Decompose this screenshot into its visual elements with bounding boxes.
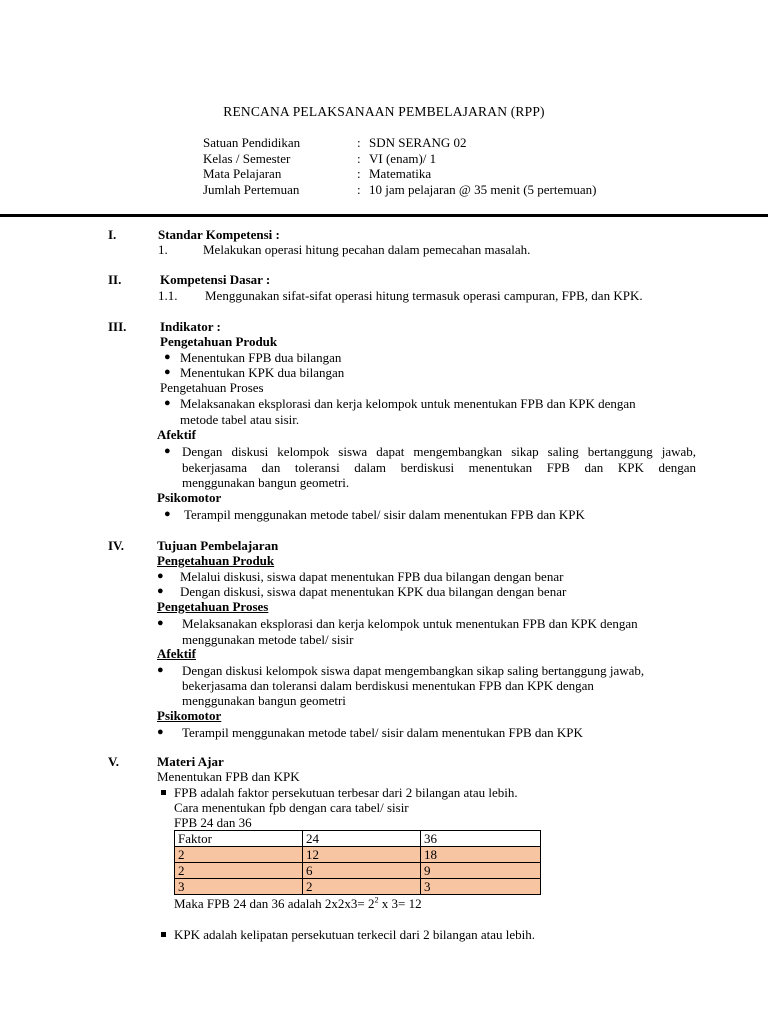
method-text: Cara menentukan fpb dengan cara tabel/ sisir [174,800,409,815]
subheading: Afektif [157,427,196,442]
bullet-icon: ● [157,664,164,676]
square-bullet-icon [161,790,166,795]
table-cell: 18 [421,847,541,863]
header-divider [0,214,768,217]
list-number: 1.1. [158,288,178,303]
table-cell: 2 [303,879,421,895]
list-item-text: Melakukan operasi hitung pecahan dalam pemecahan masalah. [203,242,531,257]
table-row [175,879,541,895]
section-number: I. [108,227,117,242]
identity-colon: : [357,135,361,150]
list-item-text: Dengan diskusi, siswa dapat menentukan KPK dua bilangan dengan benar [180,584,567,599]
bullet-icon: ● [164,366,171,378]
example-text: FPB 24 dan 36 [174,815,252,830]
table-cell: 3 [175,879,303,895]
subheading: Pengetahuan Produk [160,334,278,349]
identity-value: Matematika [369,166,432,181]
table-header-cell: 24 [303,831,421,847]
fpb-result-exponent: 2 [374,895,379,905]
identity-value: VI (enam)/ 1 [369,150,437,166]
subheading: Pengetahuan Proses [160,380,264,395]
fpb-result-prefix: Maka FPB 24 dan 36 adalah 2x2x3= 2 [174,896,375,911]
bullet-icon: ● [157,617,164,629]
identity-label: Kelas / Semester [203,150,291,166]
bullet-icon: ● [164,508,171,520]
bullet-icon: ● [157,570,164,582]
section-number: IV. [108,538,125,553]
list-item-text: Menggunakan sifat-sifat operasi hitung termasuk operasi campuran, FPB, dan KPK. [205,288,643,303]
list-item-text: Dengan diskusi kelompok siswa dapat mengembangkan sikap saling bertanggung jawab, [182,663,645,678]
table-row [175,863,541,879]
list-item-text: Melalui diskusi, siswa dapat menentukan FPB dua bilangan dengan benar [180,569,564,584]
table-cell: 9 [421,863,541,879]
table-cell: 6 [303,863,421,879]
document-title: RENCANA PELAKSANAAN PEMBELAJARAN (RPP) [223,104,545,119]
list-item-text: Melaksanakan eksplorasi dan kerja kelompok untuk menentukan FPB dan KPK dengan [180,396,636,411]
bullet-icon: ● [164,445,171,457]
paragraph-line: Dengan diskusi kelompok siswa dapat mengembangkan sikap saling bertanggung jawab, [182,444,696,459]
list-item-text: Menentukan KPK dua bilangan [180,365,345,380]
subheading: Psikomotor [157,708,222,723]
table-header-row [175,831,541,847]
list-item-text: metode tabel atau sisir. [180,412,300,427]
subheading: Pengetahuan Produk [157,553,275,568]
fpb-result-suffix: x 3= 12 [378,896,422,911]
bullet-icon: ● [164,397,171,409]
section-number: II. [108,272,122,287]
table-cell: 2 [175,847,303,863]
section-heading: Tujuan Pembelajaran [157,538,279,553]
list-item-text: bekerjasama dan toleransi dalam berdiskusi menentukan FPB dan KPK dengan [182,678,594,693]
fpb-table [174,830,541,895]
list-item-text: Terampil menggunakan metode tabel/ sisir dalam menentukan FPB dan KPK [184,507,585,522]
list-item-text: menggunakan bangun geometri [182,693,346,708]
table-cell: 3 [421,879,541,895]
list-item-text: Terampil menggunakan metode tabel/ sisir dalam menentukan FPB dan KPK [182,725,583,740]
list-item-text: Menentukan FPB dua bilangan [180,350,342,365]
table-cell: 12 [303,847,421,863]
subheading: Pengetahuan Proses [157,599,269,614]
section-heading: Standar Kompetensi : [158,227,280,242]
identity-label: Mata Pelajaran [203,166,282,181]
identity-value: SDN SERANG 02 [369,135,467,150]
table-header-cell: 36 [421,831,541,847]
square-bullet-icon [161,932,166,937]
subheading: Menentukan FPB dan KPK [157,769,300,784]
subheading: Afektif [157,646,196,661]
section-number: III. [108,319,127,334]
paragraph-line: menggunakan bangun geometri. [182,475,350,490]
identity-colon: : [357,166,361,181]
list-item-text: Melaksanakan eksplorasi dan kerja kelompok untuk menentukan FPB dan KPK dengan [182,616,638,631]
identity-colon: : [357,150,361,166]
list-number: 1. [158,242,168,257]
section-heading: Materi Ajar [157,754,224,769]
identity-label: Satuan Pendidikan [203,135,301,150]
bullet-icon: ● [157,585,164,597]
list-item-text: menggunakan metode tabel/ sisir [182,632,354,647]
section-heading: Kompetensi Dasar : [160,272,271,287]
bullet-icon: ● [164,351,171,363]
table-row [175,847,541,863]
identity-colon: : [357,181,361,197]
bullet-icon: ● [157,726,164,738]
section-heading: Indikator : [160,319,221,334]
list-item-text: KPK adalah kelipatan persekutuan terkecil dari 2 bilangan atau lebih. [174,927,535,942]
identity-value: 10 jam pelajaran @ 35 menit (5 pertemuan) [369,181,597,197]
paragraph-line: bekerjasama dan toleransi dalam berdiskusi menentukan FPB dan KPK dengan [182,459,696,475]
list-item-text: FPB adalah faktor persekutuan terbesar dari 2 bilangan atau lebih. [174,785,518,800]
identity-label: Jumlah Pertemuan [203,181,300,197]
table-header-cell: Faktor [175,831,303,847]
section-number: V. [108,754,119,769]
subheading: Psikomotor [157,490,222,505]
paragraph [182,444,696,491]
fpb-result [174,896,422,912]
table-cell: 2 [175,863,303,879]
